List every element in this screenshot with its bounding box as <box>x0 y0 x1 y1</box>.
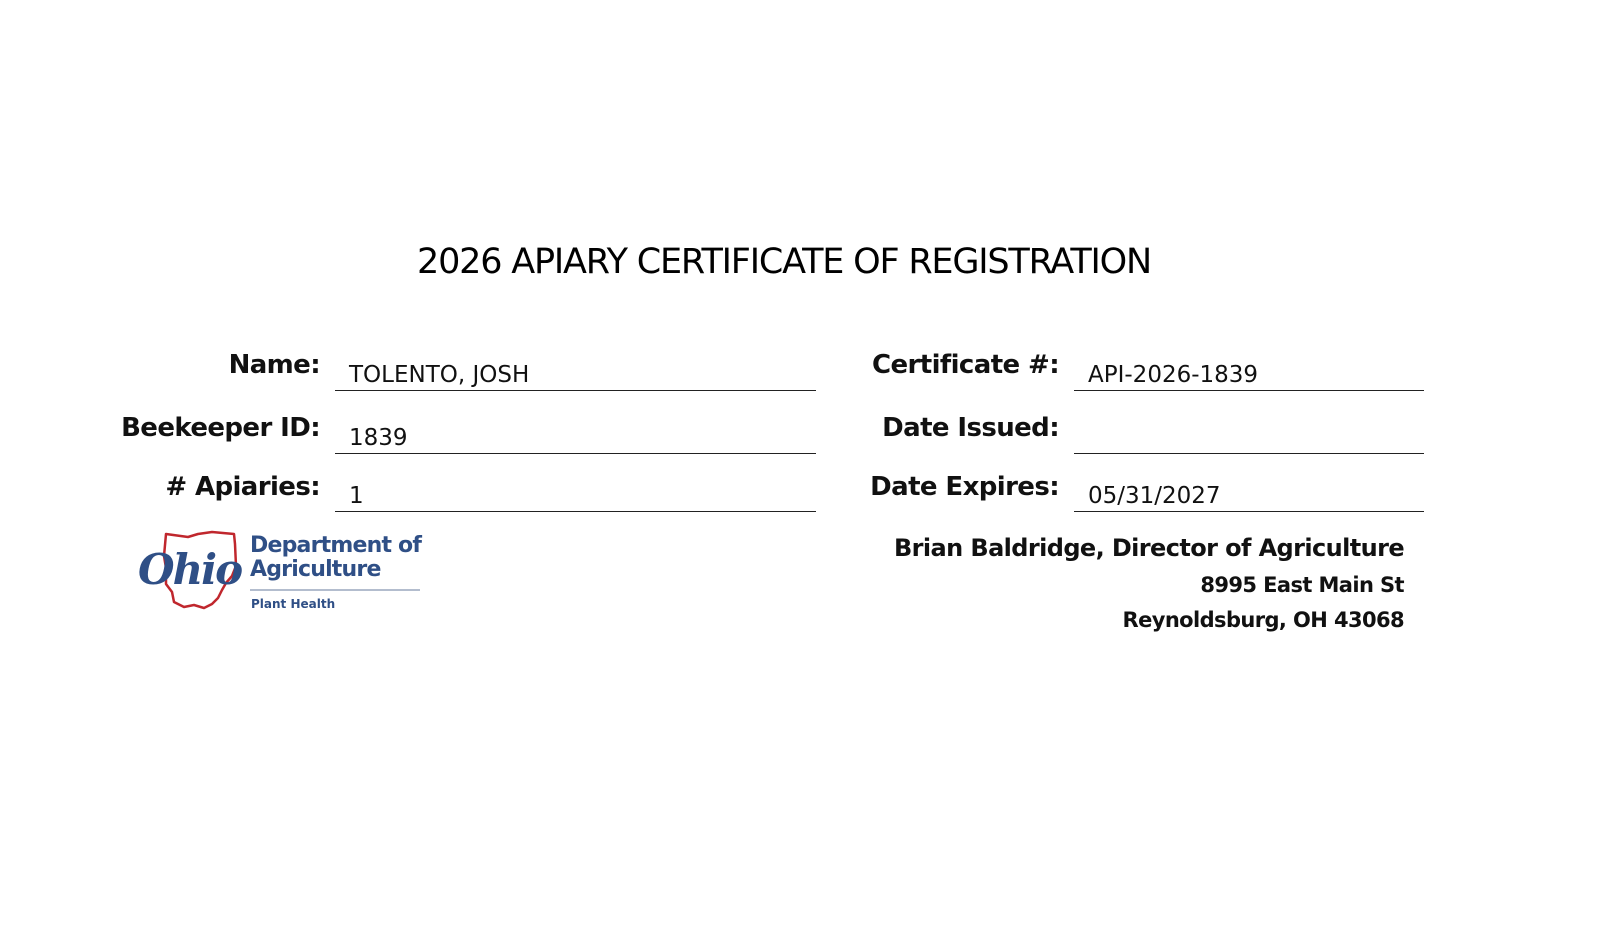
name-value: TOLENTO, JOSH <box>349 362 530 388</box>
certificate-number-value: API-2026-1839 <box>1088 362 1259 388</box>
date-expires-value: 05/31/2027 <box>1088 483 1221 509</box>
address-street: 8995 East Main St <box>1200 573 1404 597</box>
director-name: Brian Baldridge, Director of Agriculture <box>893 534 1404 562</box>
beekeeper-id-value: 1839 <box>349 425 408 451</box>
date-expires-field <box>1074 475 1424 512</box>
ohio-agriculture-logo <box>136 528 426 614</box>
apiaries-field <box>335 475 816 512</box>
certificate-number-label: Certificate #: <box>872 350 1059 380</box>
apiaries-value: 1 <box>349 483 364 509</box>
name-field <box>335 354 816 391</box>
logo-line2: Agriculture <box>250 557 381 582</box>
date-expires-label: Date Expires: <box>870 472 1059 502</box>
logo-line1: Department of <box>250 533 422 558</box>
beekeeper-id-field <box>335 417 816 454</box>
certificate-title: 2026 APIARY CERTIFICATE OF REGISTRATION <box>417 242 1151 282</box>
logo-subtitle: Plant Health <box>251 597 336 611</box>
ohio-logo-graphic <box>136 528 426 614</box>
date-issued-label: Date Issued: <box>882 413 1059 443</box>
date-issued-field <box>1074 417 1424 454</box>
address-city: Reynoldsburg, OH 43068 <box>1122 608 1404 632</box>
beekeeper-id-label: Beekeeper ID: <box>121 413 320 443</box>
name-label: Name: <box>228 350 320 380</box>
certificate-number-field <box>1074 354 1424 391</box>
apiaries-label: # Apiaries: <box>165 472 320 502</box>
ohio-script-text: Ohio <box>138 545 242 594</box>
